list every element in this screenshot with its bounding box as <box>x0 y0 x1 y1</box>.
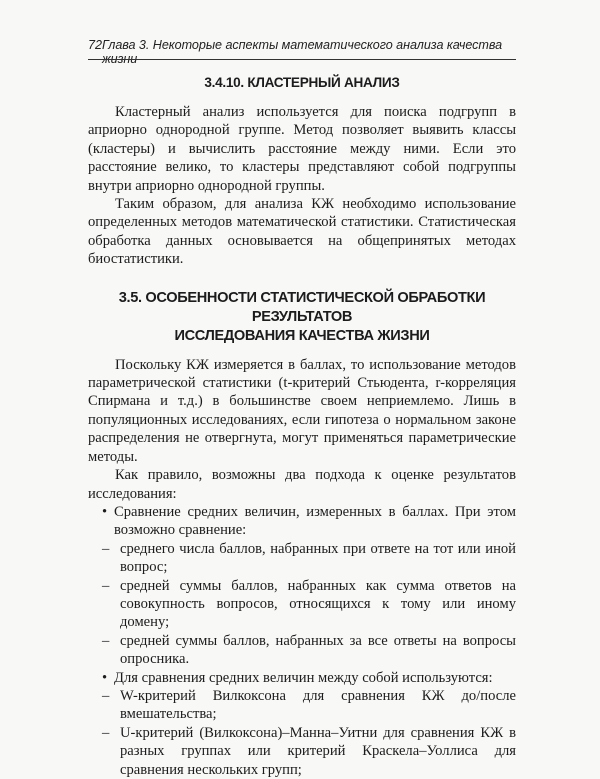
bullet-text: Для сравнения средних величин между собой используются: <box>114 669 493 686</box>
paragraph: Таким образом, для анализа КЖ необходимо использование определенных методов математической статистики. Статистическая обработка данных основывается на общепринятых методах биостатистики. <box>88 196 516 268</box>
paragraph: Как правило, возможны два подхода к оценке результатов исследования: <box>88 467 516 502</box>
dash-item <box>88 540 516 577</box>
paragraph: Поскольку КЖ измеряется в баллах, то использование методов параметрической статистики (t-критерий Стьюдента, r-корреляция Спирмана и т.д.) в большинстве своем неприемлемо. Лишь в популяционных исследованиях, если гипотеза о нормальном законе распределения не отвергнута, могут применяться параметрические методы. <box>88 356 516 465</box>
dash-text: среднего числа баллов, набранных при ответе на тот или иной вопрос; <box>120 540 516 576</box>
dash-mark: – <box>102 687 110 704</box>
page-header <box>88 38 516 66</box>
dash-mark: – <box>102 724 110 741</box>
page-content <box>88 68 516 779</box>
running-title: Глава 3. Некоторые аспекты математического анализа качества жизни <box>102 38 503 66</box>
dash-mark: – <box>102 577 110 594</box>
dash-item <box>88 687 516 724</box>
section-heading-cluster: 3.4.10. КЛАСТЕРНЫЙ АНАЛИЗ <box>204 75 400 90</box>
dash-item <box>88 632 516 669</box>
section-heading-line: 3.5. ОСОБЕННОСТИ СТАТИСТИЧЕСКОЙ ОБРАБОТКИ РЕЗУЛЬТАТОВ <box>118 289 486 325</box>
dash-text: U-критерий (Вилкоксона)–Манна–Уитни для сравнения КЖ в разных группах или критерий Краскела–Уоллиса для сравнения нескольких групп; <box>120 724 516 778</box>
dash-item <box>88 577 516 632</box>
dash-item <box>88 724 516 779</box>
bullet-item <box>88 669 516 687</box>
paragraph: Кластерный анализ используется для поиска подгрупп в априорно однородной группе. Метод позволяет выявить классы (кластеры) и вычислить расстояние между ними. Если это расстояние велико, то кластеры представляют собой подгруппы внутри априорно однородной группы. <box>88 104 516 194</box>
dash-mark: – <box>102 540 110 557</box>
header-rule <box>88 59 516 60</box>
page-number: 72 <box>88 38 103 52</box>
bullet-mark: • <box>102 503 108 520</box>
section-heading-features <box>88 289 516 346</box>
dash-mark: – <box>102 632 110 649</box>
section-heading-line: ИССЛЕДОВАНИЯ КАЧЕСТВА ЖИЗНИ <box>174 327 430 344</box>
bullet-mark: • <box>102 669 108 686</box>
dash-text: W-критерий Вилкоксона для сравнения КЖ до/после вмешательства; <box>120 687 516 723</box>
bullet-text: Сравнение средних величин, измеренных в баллах. При этом возможно сравнение: <box>114 503 516 539</box>
bullet-item <box>88 503 516 540</box>
dash-text: средней суммы баллов, набранных за все ответы на вопросы опросника. <box>120 632 516 668</box>
dash-text: средней суммы баллов, набранных как сумма ответов на совокупность вопросов, относящихся к тому или иному домену; <box>120 577 516 631</box>
